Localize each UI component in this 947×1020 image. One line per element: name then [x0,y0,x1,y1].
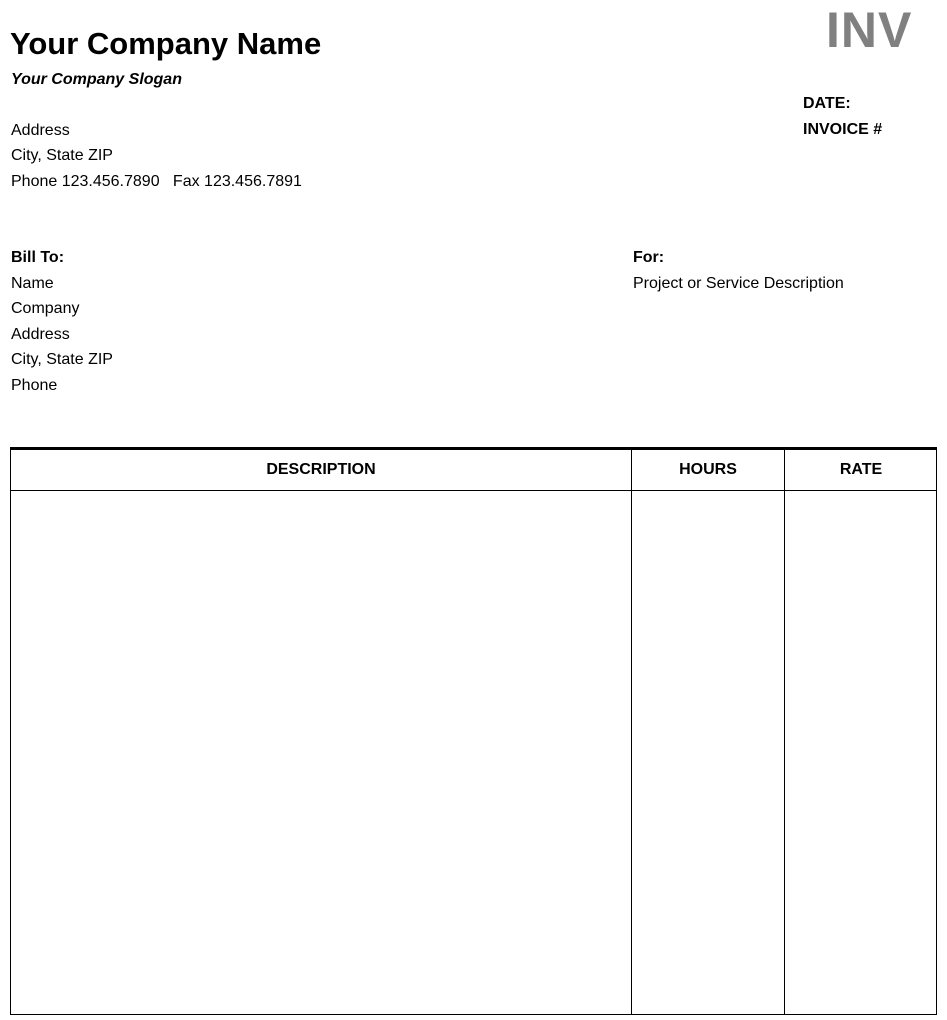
invoice-number-label: INVOICE # [803,121,883,138]
company-address: Address [11,122,70,139]
bill-to-city-state-zip: City, State ZIP [11,351,113,368]
bill-to-label: Bill To: [11,249,65,266]
description-column-header: DESCRIPTION [266,461,376,478]
rate-column-header: RATE [839,461,883,478]
for-label: For: [633,249,665,266]
bill-to-address: Address [11,326,70,343]
company-phone-fax: Phone 123.456.7890 Fax 123.456.7891 [11,173,302,190]
for-description: Project or Service Description [633,275,844,292]
company-slogan: Your Company Slogan [11,71,182,88]
bill-to-name: Name [11,275,54,292]
company-city-state-zip: City, State ZIP [11,147,113,164]
items-table-header [11,450,936,491]
invoice-title: INV [826,2,913,58]
hours-cell-area[interactable] [632,491,784,1014]
items-table [10,447,937,1015]
bill-to-company: Company [11,300,80,317]
rate-cell-area[interactable] [785,491,936,1014]
hours-column-header: HOURS [679,461,737,478]
bill-to-phone: Phone [11,377,58,394]
date-label: DATE: [803,95,851,112]
company-name: Your Company Name [10,26,322,61]
description-cell-area[interactable] [11,491,631,1014]
